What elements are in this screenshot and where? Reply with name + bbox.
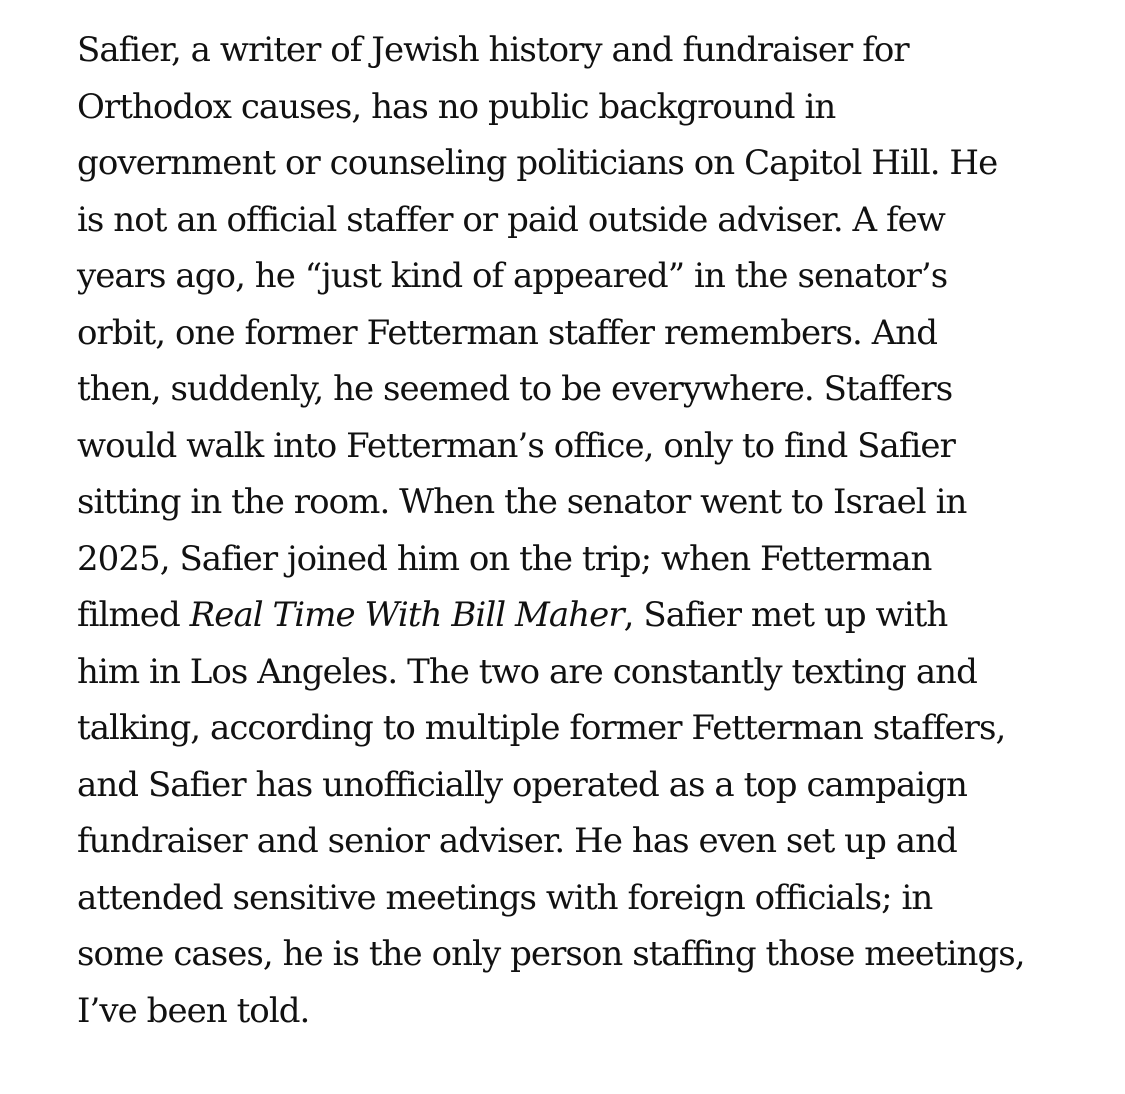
- paragraph-line: talking, according to multiple former Fetterman staffers,: [77, 708, 1006, 748]
- paragraph-line: is not an official staffer or paid outside adviser. A few: [77, 199, 945, 240]
- paragraph-line: I’ve been told.: [77, 990, 310, 1031]
- paragraph-line: government or counseling politicians on Capitol Hill. He: [77, 143, 998, 183]
- paragraph-line: orbit, one former Fetterman staffer remembers. And: [77, 312, 938, 353]
- paragraph-line: years ago, he “just kind of appeared” in the senator’s: [77, 256, 948, 296]
- article-paragraph: [77, 22, 1117, 1039]
- paragraph-line: Safier, a writer of Jewish history and fundraiser for: [77, 30, 909, 70]
- paragraph-line: would walk into Fetterman’s office, only to find Safier: [77, 425, 955, 466]
- paragraph-line: sitting in the room. When the senator went to Israel in: [77, 482, 967, 522]
- paragraph-line-with-show-title: [77, 587, 1117, 644]
- paragraph-line: 2025, Safier joined him on the trip; when Fetterman: [77, 538, 932, 579]
- paragraph-line: then, suddenly, he seemed to be everywhere. Staffers: [77, 369, 953, 409]
- paragraph-line: him in Los Angeles. The two are constantly texting and: [77, 651, 977, 692]
- show-title-italic: Real Time With Bill Maher: [189, 595, 624, 635]
- paragraph-line: fundraiser and senior adviser. He has even set up and: [77, 821, 957, 861]
- line-text-before: filmed: [77, 595, 190, 635]
- line-text-after: , Safier met up with: [623, 595, 948, 635]
- paragraph-line: some cases, he is the only person staffing those meetings,: [77, 934, 1025, 974]
- paragraph-line: Orthodox causes, has no public background in: [77, 86, 836, 127]
- paragraph-line: attended sensitive meetings with foreign officials; in: [77, 877, 933, 918]
- paragraph-line: and Safier has unofficially operated as a top campaign: [77, 764, 967, 805]
